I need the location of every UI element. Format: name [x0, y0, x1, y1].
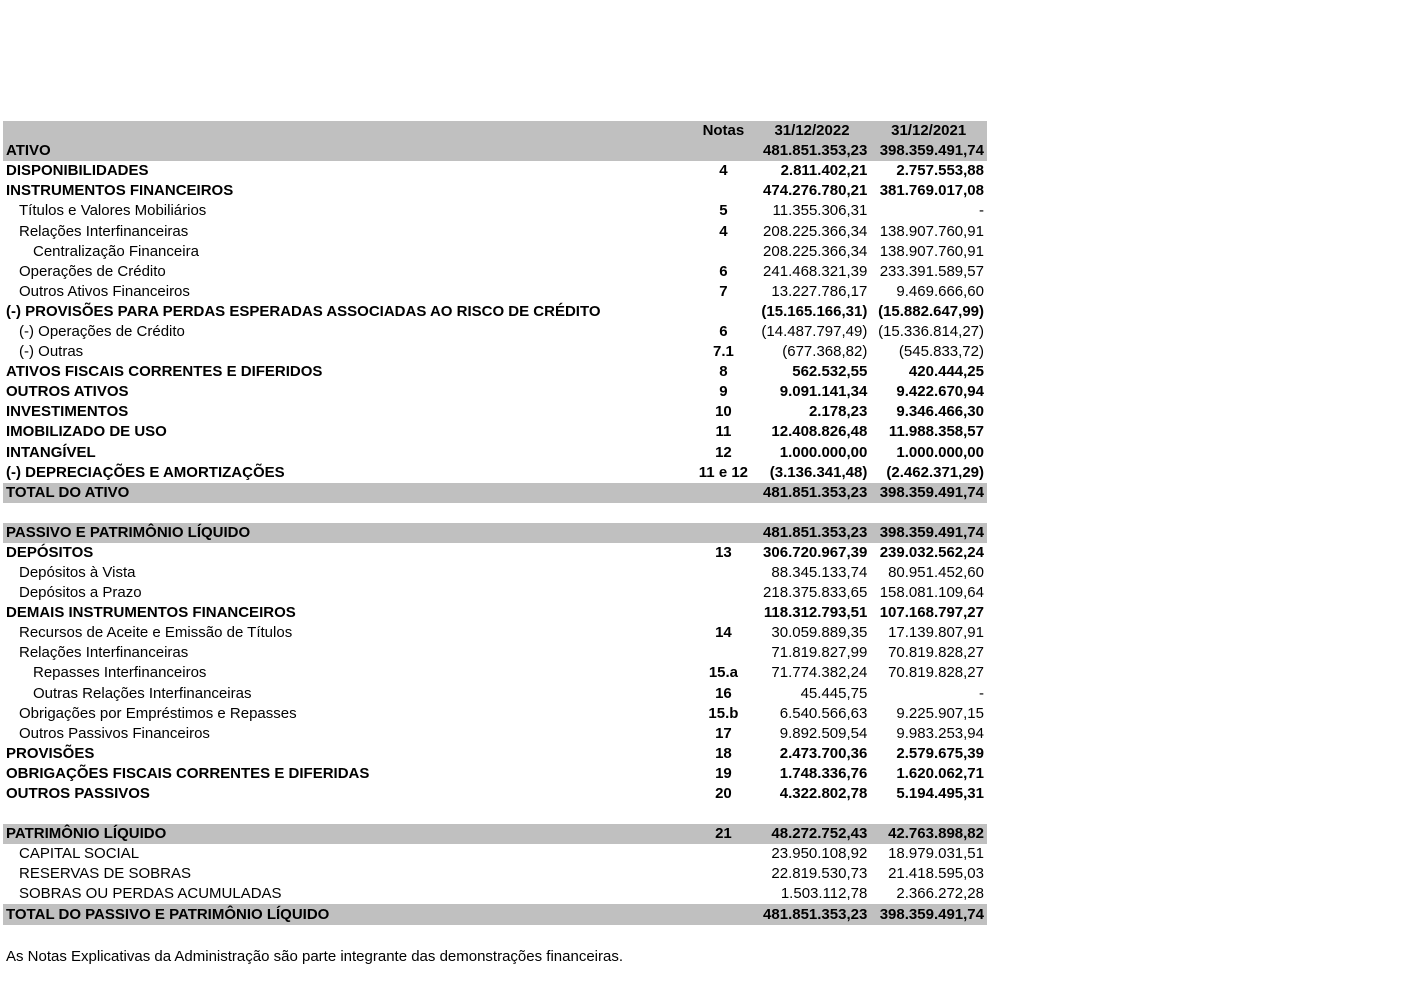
row-label: ATIVOS FISCAIS CORRENTES E DIFERIDOS: [6, 363, 323, 381]
row-value-2021: (545.833,72): [898, 343, 984, 361]
header-2022: 31/12/2022: [754, 121, 871, 141]
table-row: [3, 643, 987, 663]
row-value-2021: 9.346.466,30: [896, 403, 984, 421]
row-value-2021: 17.139.807,91: [888, 624, 984, 642]
table-row: [3, 221, 987, 241]
row-label: (-) DEPRECIAÇÕES E AMORTIZAÇÕES: [6, 463, 285, 481]
table-row: [3, 181, 987, 201]
row-value-2021: 1.620.062,71: [896, 764, 984, 782]
row-notes: [693, 603, 754, 623]
row-value-2022: 23.950.108,92: [771, 845, 868, 863]
row-value-2021: 233.391.589,57: [879, 262, 984, 280]
row-notes: 20: [715, 785, 732, 803]
footnote: As Notas Explicativas da Administração são parte integrante das demonstrações financeiras.: [6, 948, 623, 965]
spacer-cell: [870, 804, 987, 824]
row-label: INSTRUMENTOS FINANCEIROS: [6, 182, 234, 200]
row-value-2022: (3.136.341,48): [769, 463, 868, 481]
table-row: [3, 302, 987, 322]
row-value-2021: (2.462.371,29): [886, 463, 984, 481]
row-label: Depósitos à Vista: [19, 564, 136, 582]
row-notes: 5: [719, 202, 728, 220]
row-notes: 10: [715, 403, 732, 421]
table-row: [3, 724, 987, 744]
row-label: Outros Passivos Financeiros: [19, 724, 210, 742]
row-value-2021: 398.359.491,74: [870, 523, 987, 543]
row-notes: [693, 904, 754, 924]
table-row: [3, 583, 987, 603]
spacer-row: [3, 804, 987, 824]
row-notes: [693, 583, 754, 603]
row-value-2022: 481.851.353,23: [754, 141, 871, 161]
balance-sheet-table: [3, 121, 987, 925]
table-row: [3, 744, 987, 764]
table-row: [3, 543, 987, 563]
row-value-2022: 2.178,23: [808, 403, 868, 421]
row-label: Repasses Interfinanceiros: [33, 664, 207, 682]
row-notes: [693, 643, 754, 663]
table-row: [3, 463, 987, 483]
row-value-2021: 398.359.491,74: [870, 141, 987, 161]
row-notes: [693, 563, 754, 583]
row-notes: [693, 864, 754, 884]
row-notes: [693, 242, 754, 262]
row-label: OUTROS ATIVOS: [6, 383, 129, 401]
table-row: [3, 864, 987, 884]
row-value-2021: 138.907.760,91: [879, 242, 984, 260]
row-notes: 15.a: [708, 664, 739, 682]
row-label: Relações Interfinanceiras: [19, 644, 189, 662]
table-row: [3, 342, 987, 362]
row-value-2022: 6.540.566,63: [779, 704, 868, 722]
table-row: [3, 704, 987, 724]
header-2021: 31/12/2021: [870, 121, 987, 141]
row-value-2022: 45.445,75: [800, 684, 868, 702]
table-row: [3, 262, 987, 282]
row-value-2021: 80.951.452,60: [888, 564, 984, 582]
row-label: Outros Ativos Financeiros: [19, 282, 190, 300]
row-value-2022: 306.720.967,39: [763, 543, 868, 561]
row-value-2022: 4.322.802,78: [779, 785, 868, 803]
row-value-2022: 71.819.827,99: [771, 644, 868, 662]
table-row: [3, 322, 987, 342]
row-label: OBRIGAÇÕES FISCAIS CORRENTES E DIFERIDAS: [6, 764, 370, 782]
row-label: OUTROS PASSIVOS: [6, 785, 150, 803]
row-value-2021: 9.225.907,15: [896, 704, 984, 722]
table-row: [3, 764, 987, 784]
table-row: [3, 483, 987, 503]
row-value-2022: 1.503.112,78: [780, 885, 868, 903]
row-value-2022: 241.468.321,39: [763, 262, 868, 280]
row-value-2022: 48.272.752,43: [754, 824, 871, 844]
row-value-2021: 42.763.898,82: [870, 824, 987, 844]
row-notes: [693, 302, 754, 322]
row-notes: 21: [693, 824, 754, 844]
row-label: Relações Interfinanceiras: [19, 222, 189, 240]
row-label: (-) PROVISÕES PARA PERDAS ESPERADAS ASSOCIADAS AO RISCO DE CRÉDITO: [6, 302, 601, 320]
row-label: RESERVAS DE SOBRAS: [19, 865, 192, 883]
row-value-2021: 9.983.253,94: [896, 724, 984, 742]
row-value-2021: 1.000.000,00: [896, 443, 984, 461]
row-value-2022: 11.355.306,31: [772, 202, 868, 220]
row-notes: 7: [719, 282, 728, 300]
row-value-2022: 218.375.833,65: [763, 584, 868, 602]
row-label: TOTAL DO PASSIVO E PATRIMÔNIO LÍQUIDO: [3, 904, 693, 924]
row-notes: 4: [719, 162, 728, 180]
table-row: [3, 161, 987, 181]
row-label: Centralização Financeira: [33, 242, 199, 260]
table-row: [3, 904, 987, 924]
row-notes: 7.1: [712, 343, 734, 361]
row-value-2021: 11.988.358,57: [888, 423, 984, 441]
spacer-row: [3, 503, 987, 523]
row-value-2022: 2.811.402,21: [780, 162, 868, 180]
header-label-cell: [3, 121, 693, 141]
row-value-2021: -: [979, 684, 984, 702]
row-value-2022: 1.000.000,00: [779, 443, 868, 461]
row-value-2022: 71.774.382,24: [771, 664, 868, 682]
row-value-2021: 381.769.017,08: [879, 182, 984, 200]
row-value-2022: (677.368,82): [782, 343, 868, 361]
row-notes: [693, 141, 754, 161]
row-value-2022: 88.345.133,74: [771, 564, 868, 582]
row-label: Obrigações por Empréstimos e Repasses: [19, 704, 297, 722]
row-value-2021: 2.579.675,39: [896, 744, 984, 762]
row-label: PASSIVO E PATRIMÔNIO LÍQUIDO: [3, 523, 693, 543]
row-notes: 16: [715, 684, 732, 702]
table-row: [3, 443, 987, 463]
table-row: [3, 663, 987, 683]
row-value-2022: (14.487.797,49): [761, 322, 868, 340]
row-label: Títulos e Valores Mobiliários: [19, 202, 207, 220]
row-notes: 6: [719, 262, 728, 280]
row-notes: 6: [719, 322, 728, 340]
row-value-2021: 70.819.828,27: [888, 664, 984, 682]
row-notes: 19: [715, 764, 732, 782]
row-notes: 13: [715, 543, 732, 561]
row-notes: [693, 483, 754, 503]
row-value-2021: 398.359.491,74: [870, 904, 987, 924]
row-notes: 15.b: [708, 704, 739, 722]
row-value-2022: 9.091.141,34: [779, 383, 868, 401]
row-label: (-) Operações de Crédito: [19, 322, 185, 340]
row-value-2021: 5.194.495,31: [896, 785, 984, 803]
row-label: PATRIMÔNIO LÍQUIDO: [3, 824, 693, 844]
row-value-2022: 2.473.700,36: [779, 744, 868, 762]
row-label: SOBRAS OU PERDAS ACUMULADAS: [19, 885, 282, 903]
row-notes: [693, 523, 754, 543]
row-value-2021: (15.336.814,27): [878, 322, 984, 340]
row-value-2022: 1.748.336,76: [779, 764, 868, 782]
row-value-2021: 239.032.562,24: [879, 543, 984, 561]
row-label: INTANGÍVEL: [6, 443, 96, 461]
table-row: [3, 201, 987, 221]
table-row: [3, 684, 987, 704]
table-row: [3, 382, 987, 402]
row-value-2021: 9.469.666,60: [896, 282, 984, 300]
spacer-cell: [3, 804, 693, 824]
row-value-2022: 118.312.793,51: [763, 604, 868, 622]
table-row: [3, 422, 987, 442]
row-label: DEPÓSITOS: [6, 543, 94, 561]
table-header-row: [3, 121, 987, 141]
table-row: [3, 242, 987, 262]
row-value-2021: (15.882.647,99): [878, 302, 984, 320]
row-value-2022: 474.276.780,21: [763, 182, 868, 200]
row-notes: 9: [719, 383, 728, 401]
spacer-cell: [870, 503, 987, 523]
row-notes: 11 e 12: [698, 463, 749, 481]
row-label: TOTAL DO ATIVO: [3, 483, 693, 503]
table-row: [3, 362, 987, 382]
table-row: [3, 623, 987, 643]
row-value-2021: 158.081.109,64: [879, 584, 984, 602]
row-value-2022: 481.851.353,23: [754, 523, 871, 543]
row-notes: 4: [719, 222, 728, 240]
row-notes: [693, 884, 754, 904]
row-value-2022: 481.851.353,23: [754, 904, 871, 924]
row-label: INVESTIMENTOS: [6, 403, 129, 421]
row-label: DEMAIS INSTRUMENTOS FINANCEIROS: [6, 604, 296, 622]
row-notes: 17: [715, 724, 732, 742]
row-label: ATIVO: [3, 141, 693, 161]
table-row: [3, 784, 987, 804]
row-value-2021: 9.422.670,94: [896, 383, 984, 401]
row-value-2022: 481.851.353,23: [754, 483, 871, 503]
row-value-2022: 9.892.509,54: [779, 724, 868, 742]
row-value-2022: 208.225.366,34: [763, 222, 868, 240]
row-notes: 18: [715, 744, 732, 762]
table-row: [3, 523, 987, 543]
spacer-cell: [754, 804, 871, 824]
row-notes: [693, 844, 754, 864]
row-label: Operações de Crédito: [19, 262, 166, 280]
row-value-2022: (15.165.166,31): [761, 302, 868, 320]
row-notes: 8: [719, 363, 728, 381]
row-value-2021: 138.907.760,91: [879, 222, 984, 240]
table-row: [3, 563, 987, 583]
row-label: IMOBILIZADO DE USO: [6, 423, 167, 441]
row-value-2022: 208.225.366,34: [763, 242, 868, 260]
row-notes: 11: [715, 423, 732, 441]
row-label: DISPONIBILIDADES: [6, 162, 149, 180]
row-value-2022: 562.532,55: [792, 363, 868, 381]
row-value-2021: 18.979.031,51: [888, 845, 984, 863]
row-value-2021: 70.819.828,27: [888, 644, 984, 662]
table-row: [3, 603, 987, 623]
row-value-2022: 13.227.786,17: [771, 282, 868, 300]
row-label: Recursos de Aceite e Emissão de Títulos: [19, 624, 293, 642]
row-value-2021: 398.359.491,74: [870, 483, 987, 503]
row-value-2022: 12.408.826,48: [771, 423, 868, 441]
table-row: [3, 884, 987, 904]
row-label: CAPITAL SOCIAL: [19, 845, 140, 863]
row-label: (-) Outras: [19, 343, 84, 361]
table-row: [3, 141, 987, 161]
row-value-2021: 107.168.797,27: [879, 604, 984, 622]
row-value-2022: 22.819.530,73: [771, 865, 868, 883]
spacer-cell: [754, 503, 871, 523]
row-value-2022: 30.059.889,35: [771, 624, 868, 642]
table-row: [3, 844, 987, 864]
row-notes: 12: [715, 443, 732, 461]
spacer-cell: [693, 503, 754, 523]
table-row: [3, 824, 987, 844]
row-label: PROVISÕES: [6, 744, 95, 762]
spacer-cell: [3, 503, 693, 523]
table-row: [3, 402, 987, 422]
row-notes: [693, 181, 754, 201]
header-notes: Notas: [693, 121, 754, 141]
row-value-2021: 21.418.595,03: [888, 865, 984, 883]
row-value-2021: 420.444,25: [908, 363, 984, 381]
row-value-2021: 2.757.553,88: [896, 162, 984, 180]
row-notes: 14: [715, 624, 732, 642]
table-row: [3, 282, 987, 302]
row-value-2021: 2.366.272,28: [896, 885, 984, 903]
row-label: Outras Relações Interfinanceiras: [33, 684, 252, 702]
spacer-cell: [693, 804, 754, 824]
row-label: Depósitos a Prazo: [19, 584, 142, 602]
row-value-2021: -: [979, 202, 984, 220]
